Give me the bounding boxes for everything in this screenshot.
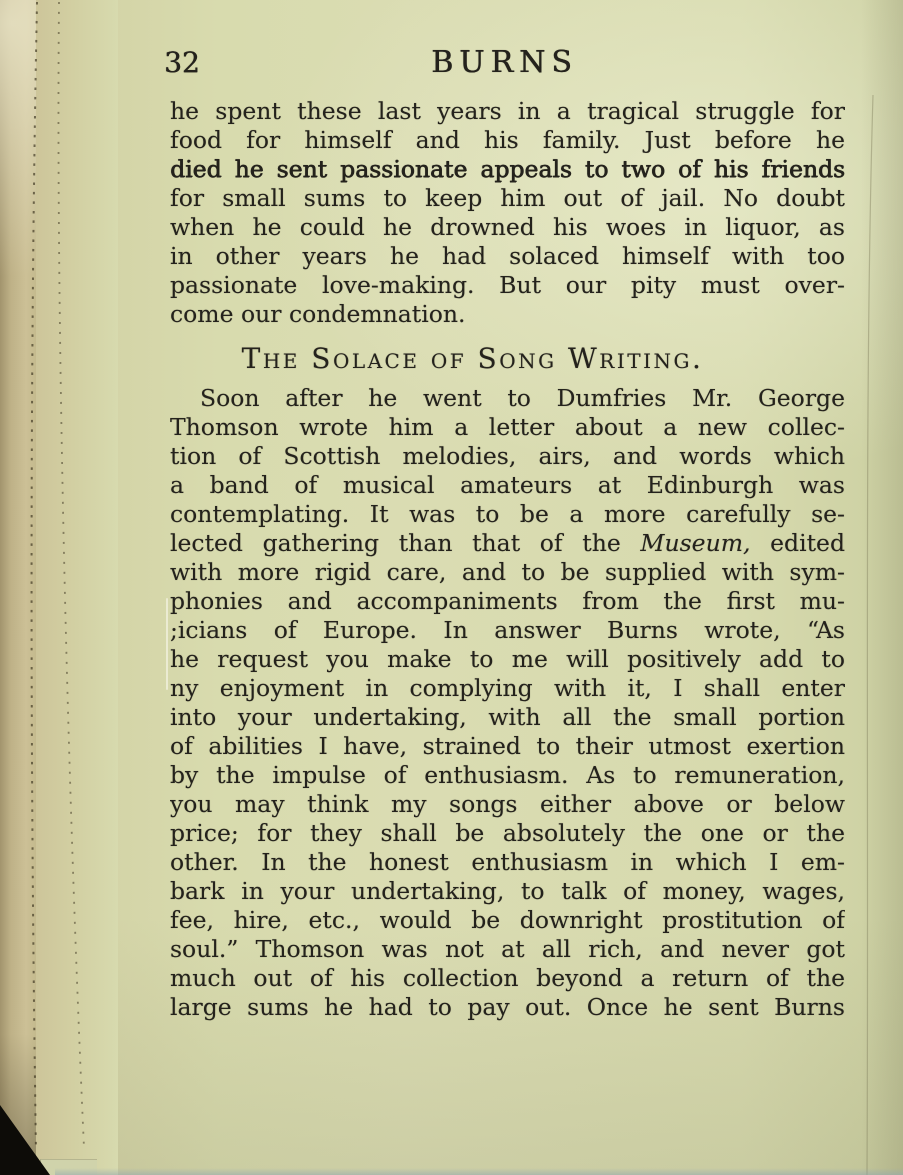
text-line: fee, hire, etc., would be downright prostitution of — [170, 906, 845, 934]
binding-edge-outer — [0, 0, 36, 1175]
text-line: by the impulse of enthusiasm. As to remuneration, — [170, 761, 845, 789]
text-line: in other years he had solaced himself with too — [170, 242, 845, 270]
museum-line-pre: lected gathering than that of the — [170, 529, 641, 557]
museum-italic: Museum, — [640, 529, 751, 557]
text-line: with more rigid care, and to be supplied with sym- — [170, 558, 845, 586]
page-content — [164, 0, 845, 1175]
text-line: other. In the honest enthusiasm in which I em- — [170, 848, 845, 876]
text-line: when he could he drowned his woes in liquor, as — [170, 213, 845, 241]
museum-line-post: edited — [750, 529, 845, 557]
running-title: BURNS — [431, 45, 578, 80]
text-line: contemplating. It was to be a more carefully se- — [170, 500, 845, 528]
text-line: you may think my songs either above or below — [170, 790, 845, 818]
binding-edge-inner — [36, 0, 118, 1175]
text-line: food for himself and his family. Just before he — [170, 126, 845, 154]
text-line: soul.” Thomson was not at all rich, and never got — [170, 935, 845, 963]
text-line: for small sums to keep him out of jail. No doubt — [170, 184, 845, 212]
paragraph-continued — [170, 97, 845, 329]
text-line: phonies and accompaniments from the first mu- — [170, 587, 845, 615]
text-line: come our condemnation. — [170, 300, 466, 328]
page-curve-shadow — [861, 0, 903, 1175]
text-line-museum — [170, 529, 845, 558]
text-line: passionate love-making. But our pity must over- — [170, 271, 845, 299]
text-line: a band of musical amateurs at Edinburgh was — [170, 471, 845, 499]
text-line: into your undertaking, with all the small portion — [170, 703, 845, 731]
text-line: price; for they shall be absolutely the one or the — [170, 819, 845, 847]
paragraph-song-writing — [170, 384, 845, 1022]
text-line: died he sent passionate appeals to two of his friends — [170, 155, 845, 183]
section-heading: The Solace of Song Writing. — [241, 342, 704, 375]
text-line: tion of Scottish melodies, airs, and words which — [170, 442, 845, 470]
text-line: of abilities I have, strained to their utmost exertion — [170, 732, 845, 760]
text-line: Soon after he went to Dumfries Mr. George — [200, 384, 845, 412]
text-line: large sums he had to pay out. Once he sent Burns — [170, 993, 845, 1021]
text-line: Thomson wrote him a letter about a new collec- — [170, 413, 845, 441]
text-line: he request you make to me will positively add to — [170, 645, 845, 673]
gutter-highlight — [166, 598, 168, 690]
text-line: he spent these last years in a tragical struggle for — [170, 97, 845, 125]
text-line: ;icians of Europe. In answer Burns wrote, “As — [170, 616, 845, 644]
text-line: much out of his collection beyond a return of the — [170, 964, 845, 992]
text-line: bark in your undertaking, to talk of money, wages, — [170, 877, 845, 905]
text-line: ny enjoyment in complying with it, I shall enter — [170, 674, 845, 702]
page-number: 32 — [164, 46, 200, 79]
bottom-scan-strip — [55, 1168, 903, 1175]
